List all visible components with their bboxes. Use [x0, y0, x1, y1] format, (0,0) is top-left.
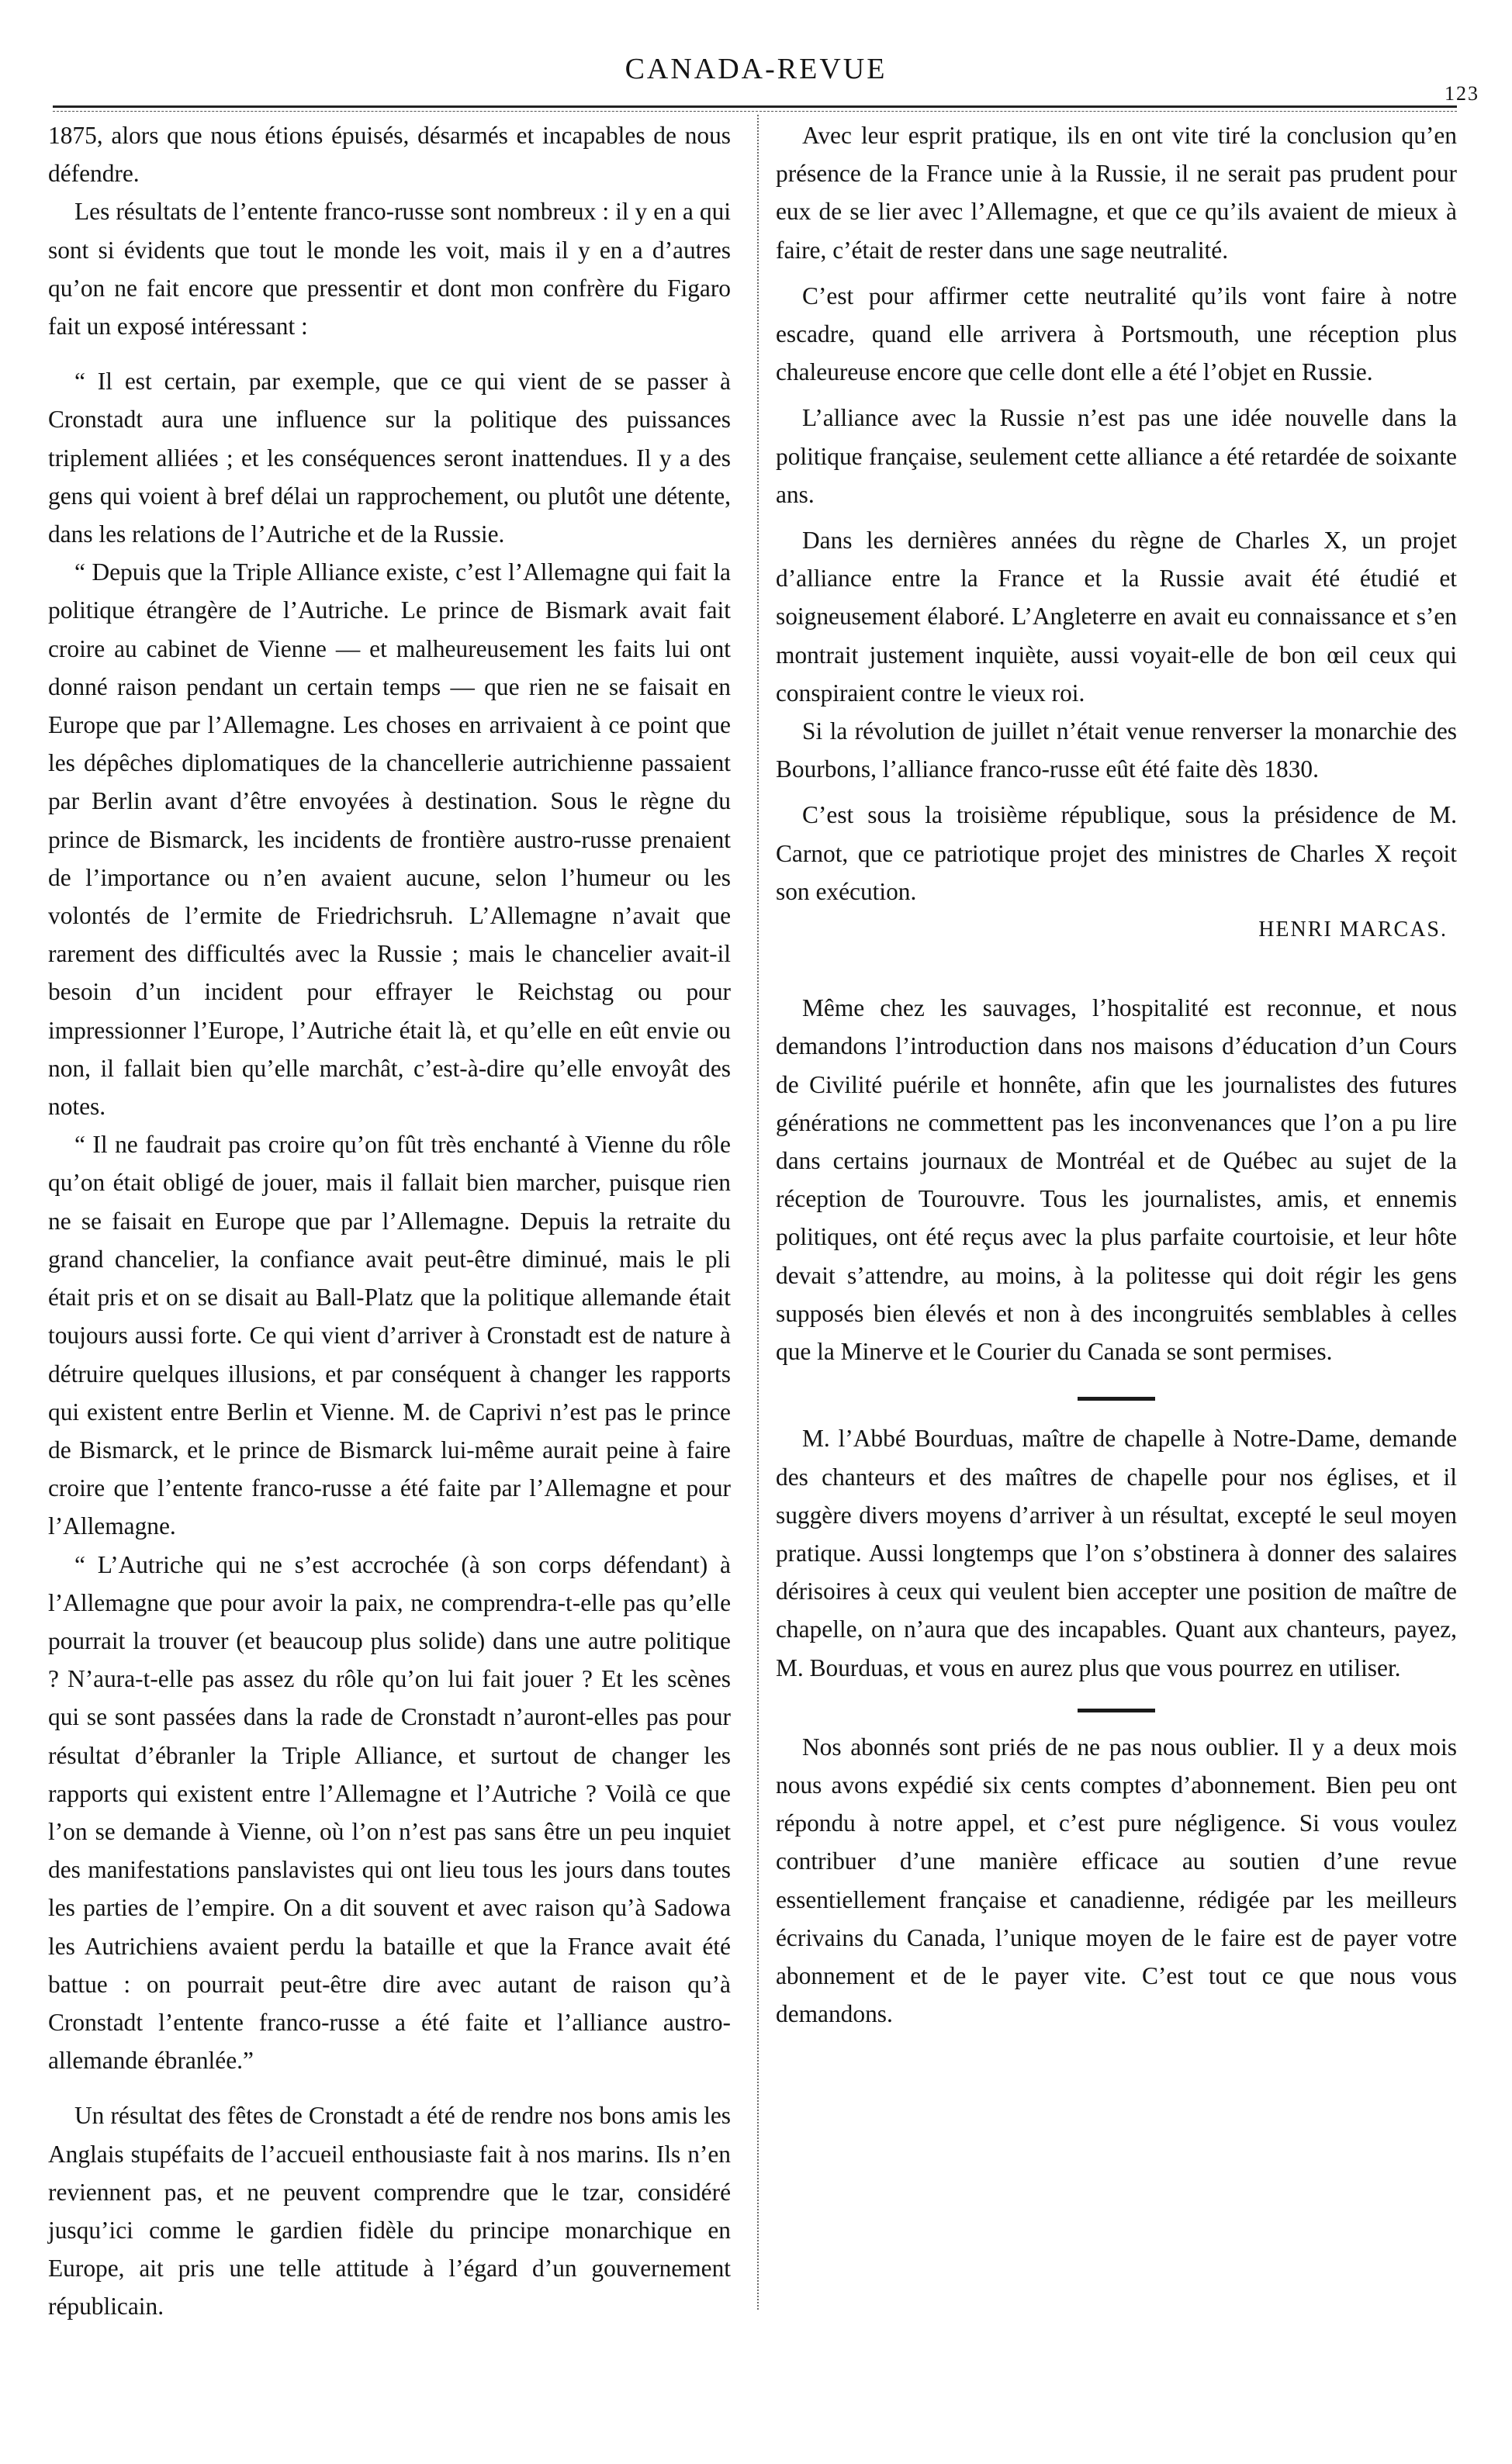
- page-number: 123: [1445, 82, 1479, 105]
- column-divider: [757, 115, 759, 2310]
- right-column: [776, 116, 1457, 2033]
- running-title: CANADA-REVUE: [625, 53, 887, 85]
- note-bourduas: M. l’Abbé Bourduas, maître de chapelle à Notre-Dame, demande des chanteurs et des maîtres de chapelle pour nos églises, et il suggère divers moyens d’arriver à un résultat, excepté le seul moyen pratique. Aussi longtemps que l’on s’obstinera à donner des salaires dérisoires à ceux qui veulent bien accepter une position de maître de chapelle, on n’aura que des incapables. Quant aux chanteurs, payez, M. Bourduas, et vous en aurez plus que vous pourrez en utiliser.: [776, 1425, 1457, 1681]
- paragraph-charles-x: Dans les dernières années du règne de Charles X, un projet d’alliance entre la France et la Russie avait été étudié et soigneusement élaboré. L’Angleterre en avait eu connaissance et s’en montrait justement inquiète, aussi voyait-elle de bon œil ceux qui conspiraient contre le vieux roi.: [776, 527, 1457, 707]
- section-divider-2: [1078, 1709, 1155, 1712]
- paragraph-revolution-juillet: Si la révolution de juillet n’était venue renverser la monarchie des Bourbons, l’alliance franco-russe eût été faite dès 1830.: [776, 717, 1457, 783]
- paragraph-resultats-entente: Les résultats de l’entente franco-russe sont nombreux : il y en a qui sont si évidents que tout le monde les voit, mais il y en a d’autres qu’on ne fait encore que pressentir et dont mon confrère du Figaro fait un exposé intéressant :: [48, 198, 731, 340]
- paragraph-1875: 1875, alors que nous étions épuisés, désarmés et incapables de nous défendre.: [48, 122, 731, 188]
- note-abonnes: Nos abonnés sont priés de ne pas nous oublier. Il y a deux mois nous avons expédié six cents comptes d’abonnement. Bien peu ont répondu à notre appel, et c’est pure négligence. Si vous voulez contribuer d’une manière efficace au soutien d’une revue essentiellement française et canadienne, rédigée par les meilleurs écrivains du Canada, l’unique moyen de le faire est de payer votre abonnement et de le payer vite. C’est tout ce que nous vous demandons.: [776, 1733, 1457, 2028]
- header-rule: [53, 105, 1457, 112]
- paragraph-alliance-nouvelle: L’alliance avec la Russie n’est pas une idée nouvelle dans la politique française, seulement cette alliance a été retardée de soixante ans.: [776, 404, 1457, 508]
- author-signature: HENRI MARCAS.: [1258, 918, 1448, 942]
- paragraph-portsmouth: C’est pour affirmer cette neutralité qu’ils vont faire à notre escadre, quand elle arrivera à Portsmouth, une réception plus chaleureuse encore que celle dont elle a été l’objet en Russie.: [776, 282, 1457, 386]
- quote-vienne-role: “ Il ne faudrait pas croire qu’on fût très enchanté à Vienne du rôle qu’on était obligé de jouer, mais il fallait bien marcher, puisque rien ne se faisait en Europe que par l’Allemagne. Depuis la retraite du grand chancelier, la confiance avait peut-être diminué, mais le pli était pris et on se disait au Ball-Platz que la politique allemande était toujours aussi forte. Ce qui vient d’arriver à Cronstadt est de nature à détruire quelques illusions, et par conséquent à changer les rapports qui existent entre Berlin et Vienne. M. de Caprivi n’est pas le prince de Bismarck, et le prince de Bismarck lui-même aurait peine à faire croire que l’entente franco-russe a été faite par l’Allemagne et pour l’Allemagne.: [48, 1131, 731, 1540]
- paragraph-esprit-pratique: Avec leur esprit pratique, ils en ont vite tiré la conclusion qu’en présence de la France unie à la Russie, il ne serait pas prudent pour eux de se lier avec l’Allemagne, et que ce qu’ils avaient de mieux à faire, c’était de rester dans une sage neutralité.: [776, 122, 1457, 264]
- quote-autriche-paix: “ L’Autriche qui ne s’est accrochée (à son corps défendant) à l’Allemagne que pour avoir la paix, ne comprendra-t-elle pas qu’elle pourrait la trouver (et beaucoup plus solide) dans une autre politique ? N’aura-t-elle pas assez du rôle qu’on lui fait jouer ? Et les scènes qui se sont passées dans la rade de Cronstadt n’auront-elles pas pour résultat d’ébranler la Triple Alliance, et surtout de changer les rapports qui existent entre l’Allemagne et l’Autriche ? Voilà ce que l’on se demande à Vienne, où l’on n’est pas sans être un peu inquiet des manifestations panslavistes qui ont lieu tous les jours dans toutes les parties de l’empire. On a dit souvent et avec raison qu’à Sadowa les Autrichiens avaient perdu la bataille et que la France avait été battue : on pourrait peut-être dire avec autant de raison qu’à Cronstadt l’entente franco-russe a été faite et l’alliance austro-allemande ébranlée.”: [48, 1550, 731, 2075]
- paragraph-anglais-stupefaits: Un résultat des fêtes de Cronstadt a été de rendre nos bons amis les Anglais stupéfaits de l’accueil enthousiaste fait à nos marins. Ils n’en reviennent pas, et ne peuvent comprendre que le tzar, considéré jusqu’ici comme le gardien fidèle du principe monarchique en Europe, ait pris une telle attitude à l’égard d’un gouvernement républicain.: [48, 2102, 731, 2321]
- section-divider-1: [1078, 1397, 1155, 1401]
- left-column: [48, 116, 731, 2326]
- note-hospitalite: Même chez les sauvages, l’hospitalité est reconnue, et nous demandons l’introduction dans nos maisons d’éducation d’un Cours de Civilité puérile et honnête, afin que les journalistes des futures générations ne commettent pas les inconvenances que l’on a pu lire dans certains journaux de Montréal et de Québec au sujet de la réception de Tourouvre. Tous les journalistes, amis, et ennemis politiques, ont été reçus avec la plus parfaite courtoisie, et leur hôte devait s’attendre, au moins, à la politesse qui doit régir les gens supposés bien élevés et non à des incongruités semblables à celles que la Minerve et le Courier du Canada se sont permises.: [776, 994, 1457, 1366]
- quote-cronstadt-influence: “ Il est certain, par exemple, que ce qui vient de se passer à Cronstadt aura une influence sur la politique des puissances triplement alliées ; et les conséquences seront inattendues. Il y a des gens qui voient à bref délai un rapprochement, ou plutôt une détente, dans les relations de l’Autriche et de la Russie.: [48, 368, 731, 548]
- paragraph-carnot: C’est sous la troisième république, sous la présidence de M. Carnot, que ce patriotique projet des ministres de Charles X reçoit son exécution.: [776, 801, 1457, 905]
- quote-triple-alliance: “ Depuis que la Triple Alliance existe, c’est l’Allemagne qui fait la politique étrangère de l’Autriche. Le prince de Bismark avait fait croire au cabinet de Vienne — et malheureusement les faits lui ont donné raison pendant un certain temps — que rien ne se faisait en Europe que par l’Allemagne. Les choses en arrivaient à ce point que les dépêches diplomatiques de la chancellerie autrichienne passaient par Berlin avant d’être envoyées à destination. Sous le règne du prince de Bismarck, les incidents de frontière austro-russe prenaient de l’importance ou n’en avaient aucune, selon l’humeur ou les volontés de l’ermite de Friedrichsruh. L’Allemagne n’avait que rarement des difficultés avec la Russie ; mais le chancelier avait-il besoin d’un incident pour effrayer le Reichstag ou pour impressionner l’Europe, l’Autriche était là, et qu’elle en eût envie ou non, il fallait bien qu’elle marchât, c’est-à-dire qu’elle envoyât des notes.: [48, 558, 731, 1121]
